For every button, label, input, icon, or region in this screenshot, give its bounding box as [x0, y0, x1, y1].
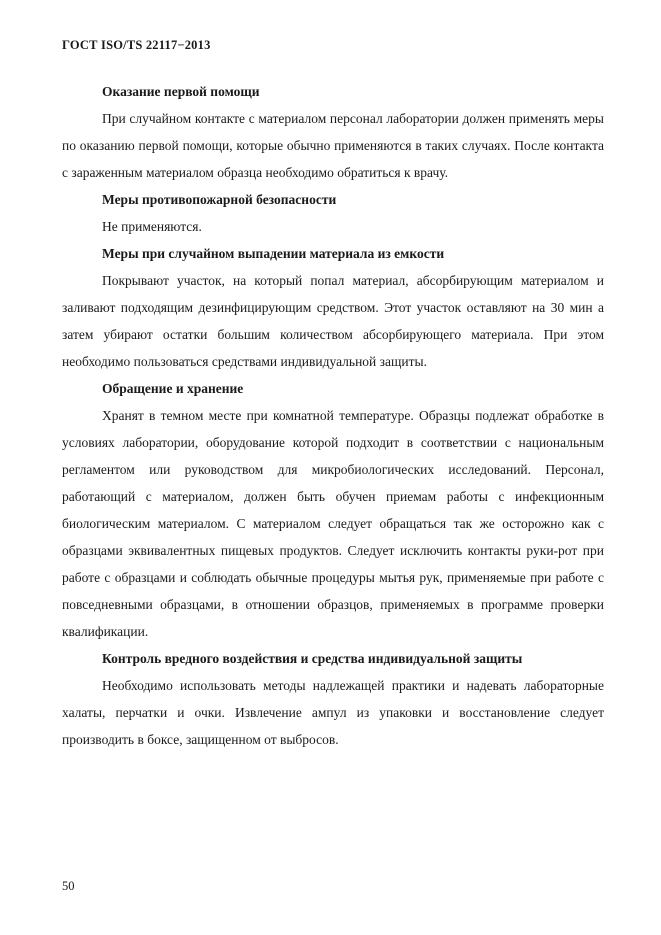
- section-heading-fire-safety: Меры противопожарной безопасности: [102, 192, 337, 207]
- section-text-fire-safety: Не применяются.: [102, 219, 202, 234]
- document-body: [62, 78, 604, 753]
- document-header: ГОСТ ISO/TS 22117−2013: [62, 38, 211, 52]
- section-text-handling-storage: Хранят в темном месте при комнатной температуре. Образцы подлежат обработке в условиях лаборатории, оборудование которой подходит в соответствии с национальным регламентом или руководством для микробиологических исследований. Персонал, работающий с материалом, должен быть обучен приемам работы с инфекционным биологическим материалом. С материалом следует обращаться так же осторожно как с образцами эквивалентных пищевых продуктов. Следует исключить контакты руки-рот при работе с образцами и соблюдать обычные процедуры мытья рук, применяемые при работе с повседневными образцами, в отношении образцов, применяемых в программе проверки квалификации.: [62, 408, 604, 639]
- section-text-spill-measures: Покрывают участок, на который попал материал, абсорбирующим материалом и заливают подходящим дезинфицирующим средством. Этот участок оставляют на 30 мин а затем убирают остатки большим количеством абсорбирующего материала. При этом необходимо пользоваться средствами индивидуальной защиты.: [62, 273, 604, 369]
- section-text-first-aid: При случайном контакте с материалом персонал лаборатории должен применять меры по оказанию первой помощи, которые обычно применяются в таких случаях. После контакта с зараженным материалом образца необходимо обратиться к врачу.: [62, 111, 604, 180]
- section-heading-handling-storage: Обращение и хранение: [102, 381, 244, 396]
- section-heading-first-aid: Оказание первой помощи: [102, 84, 260, 99]
- section-text-exposure-control: Необходимо использовать методы надлежащей практики и надевать лабораторные халаты, перчатки и очки. Извлечение ампул из упаковки и восстановление следует производить в боксе, защищенном от выбросов.: [62, 678, 604, 747]
- section-heading-exposure-control: Контроль вредного воздействия и средства индивидуальной защиты: [102, 651, 523, 666]
- section-heading-spill-measures: Меры при случайном выпадении материала из емкости: [102, 246, 445, 261]
- page-number: 50: [62, 879, 75, 893]
